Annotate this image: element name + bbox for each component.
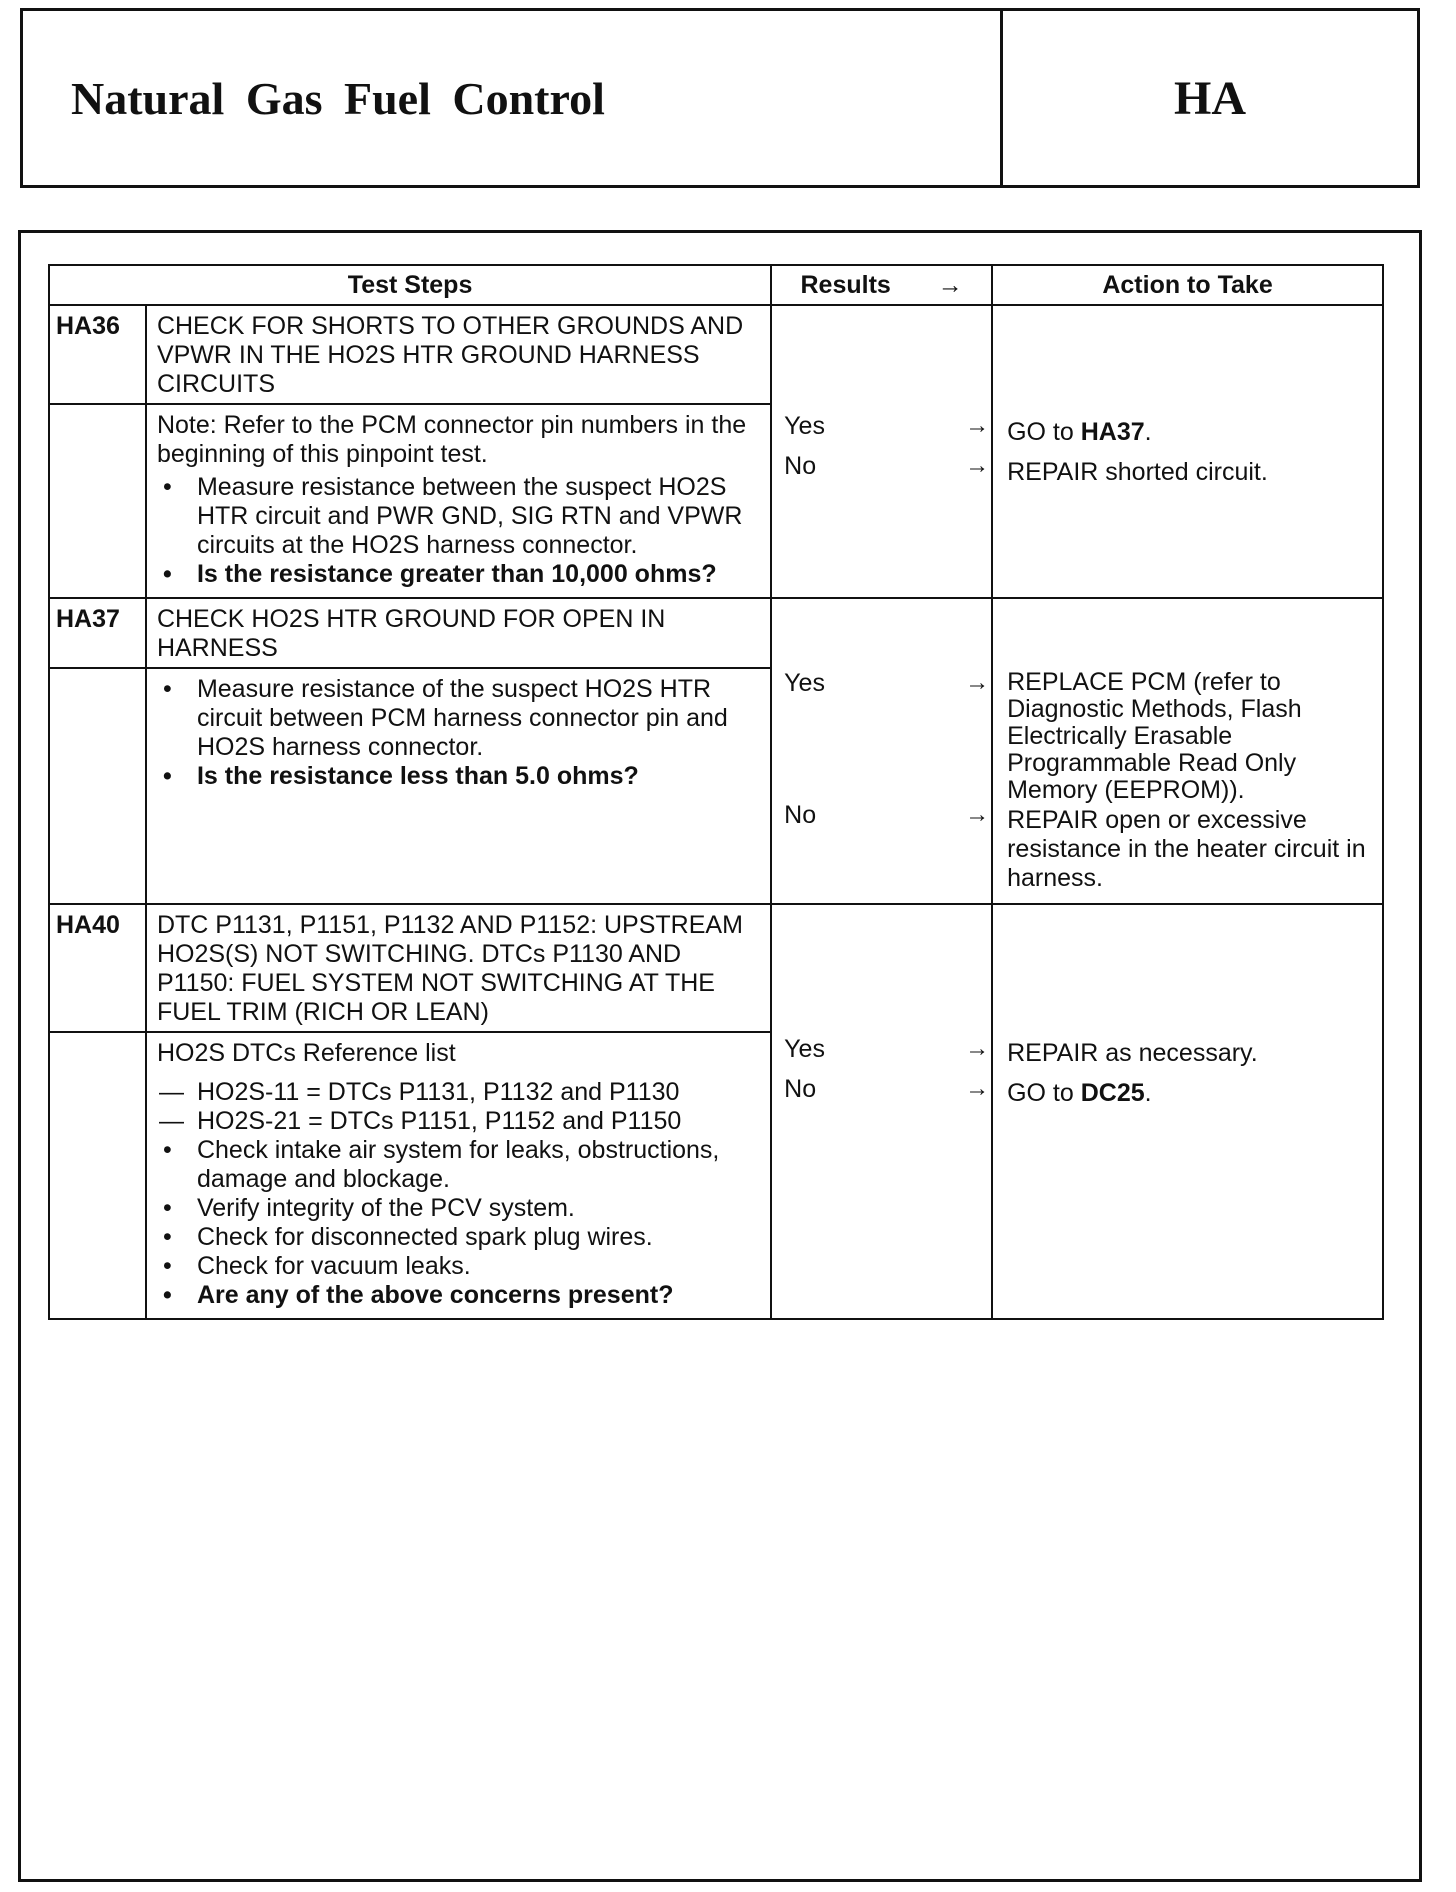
step-id: HA37 <box>49 598 146 668</box>
table-row <box>49 598 1383 668</box>
test-steps-table <box>48 264 1384 1320</box>
results-cell <box>771 598 992 904</box>
step-heading: DTC P1131, P1151, P1132 AND P1152: UPSTREAM HO2S(S) NOT SWITCHING. DTCs P1130 AND P1150: FUEL SYSTEM NOT SWITCHING AT THE FUEL TRIM (RICH OR LEAN) <box>146 904 771 1032</box>
step-bullet: • Measure resistance of the suspect HO2S HTR circuit between PCM harness connector pin and HO2S harness connector. <box>157 675 760 762</box>
step-bullet: • Check intake air system for leaks, obstructions, damage and blockage. <box>157 1136 760 1194</box>
step-question: • Is the resistance greater than 10,000 ohms? <box>157 560 760 589</box>
table-row <box>49 305 1383 404</box>
step-note: Note: Refer to the PCM connector pin numbers in the beginning of this pinpoint test. <box>156 411 747 468</box>
step-bullet: • Verify integrity of the PCV system. <box>157 1194 760 1223</box>
step-bullet: • Measure resistance between the suspect HO2S HTR circuit and PWR GND, SIG RTN and VPWR circuits at the HO2S harness connector. <box>157 473 760 560</box>
action-no: REPAIR open or excessive resistance in the heater circuit in harness. <box>1007 806 1366 892</box>
result-no: No → <box>784 452 990 480</box>
page-header <box>20 8 1420 188</box>
results-header-label: Results <box>800 270 891 299</box>
result-no: No → <box>784 1075 990 1103</box>
action-cell <box>992 305 1383 598</box>
step-question: • Are any of the above concerns present? <box>157 1281 760 1310</box>
step-heading: CHECK HO2S HTR GROUND FOR OPEN IN HARNESS <box>146 598 771 668</box>
action-yes: REPLACE PCM (refer to Diagnostic Methods, Flash Electrically Erasable Programmable Read Only Memory (EEPROM)). <box>1007 668 1302 804</box>
table-row <box>49 904 1383 1032</box>
step-heading: CHECK FOR SHORTS TO OTHER GROUNDS AND VPWR IN THE HO2S HTR GROUND HARNESS CIRCUITS <box>146 305 771 404</box>
results-cell <box>771 305 992 598</box>
step-body <box>146 404 771 598</box>
step-body <box>146 668 771 904</box>
reference-item: — HO2S-21 = DTCs P1151, P1152 and P1150 <box>157 1107 760 1136</box>
step-id: HA36 <box>49 305 146 404</box>
test-steps-header: Test Steps <box>49 265 771 305</box>
reference-title: HO2S DTCs Reference list <box>156 1039 456 1067</box>
result-yes: Yes → <box>784 412 990 440</box>
goto-target: HA37 <box>1080 418 1145 446</box>
results-header-arrow: → <box>937 270 963 299</box>
empty-id-cell <box>49 404 146 598</box>
results-header <box>771 265 992 305</box>
action-cell <box>992 598 1383 904</box>
result-no: No → <box>784 801 990 829</box>
table-header-row <box>49 265 1383 305</box>
action-header: Action to Take <box>992 265 1383 305</box>
empty-id-cell <box>49 668 146 904</box>
action-no: REPAIR shorted circuit. <box>1007 458 1268 486</box>
reference-item: — HO2S-11 = DTCs P1131, P1132 and P1130 <box>157 1078 760 1107</box>
goto-target: DC25 <box>1080 1079 1145 1107</box>
step-body <box>146 1032 771 1319</box>
action-yes: GO to HA37. <box>1007 418 1152 446</box>
section-code: HA <box>1174 71 1246 125</box>
action-no: GO to DC25. <box>1007 1079 1152 1107</box>
result-yes: Yes → <box>784 669 990 697</box>
step-question: • Is the resistance less than 5.0 ohms? <box>157 762 760 791</box>
step-id: HA40 <box>49 904 146 1032</box>
result-yes: Yes → <box>784 1035 990 1063</box>
step-bullet: • Check for vacuum leaks. <box>157 1252 760 1281</box>
empty-id-cell <box>49 1032 146 1319</box>
action-yes: REPAIR as necessary. <box>1007 1039 1258 1067</box>
step-bullet: • Check for disconnected spark plug wires. <box>157 1223 760 1252</box>
page-title: Natural Gas Fuel Control <box>23 11 1003 185</box>
action-cell <box>992 904 1383 1319</box>
results-cell <box>771 904 992 1319</box>
